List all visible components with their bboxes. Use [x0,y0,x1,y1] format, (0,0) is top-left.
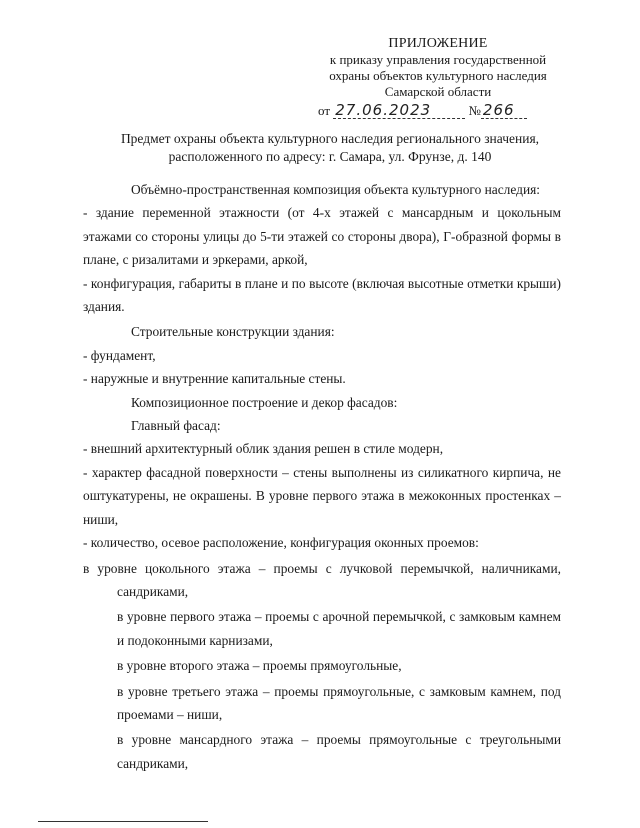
list-item: - количество, осевое расположение, конфигурация оконных проемов: [83,535,479,551]
footer-rule [38,821,208,822]
list-item: - характер фасадной поверхности – стены выполнены из силикатного кирпича, не оштукатурены, не окрашены. В уровне первого этажа в межоконных простенках – ниши, [83,464,561,527]
list-item-text: в уровне второго этажа – проемы прямоугольные, [117,658,402,674]
section-heading-structures: Строительные конструкции здания: [131,324,335,340]
subsection-heading-main-facade: Главный фасад: [131,418,221,434]
appendix-block [318,36,558,119]
appendix-line-2: охраны объектов культурного наследия [329,68,547,83]
appendix-title: ПРИЛОЖЕНИЕ [388,36,488,51]
list-item [83,728,561,775]
list-item: - внешний архитектурный облик здания решен в стиле модерн, [83,441,444,457]
list-item: - здание переменной этажности (от 4-х этажей с мансардным и цокольным этажами со стороны улицы до 5-ти этажей со стороны двора), Г-образной формы в плане, с ризалитами и эркерами, аркой, [83,205,561,268]
list-item: - фундамент, [83,347,156,363]
list-item-text: в уровне первого этажа – проемы с арочной перемычкой, с замковым камнем и подоконными карнизами, [117,609,561,648]
document-subject [60,130,600,166]
list-item-text: в уровне цокольного этажа – проемы с лучковой перемычкой, наличниками, сандриками, [83,560,561,599]
subject-line-1: Предмет охраны объекта культурного наследия регионального значения, [120,131,540,146]
section-heading-facades: Композиционное построение и декор фасадов: [131,394,398,410]
appendix-line-3: Самарской области [384,84,492,99]
list-item-text: в уровне третьего этажа – проемы прямоугольные, с замковым камнем, под проемами – ниши, [117,683,561,722]
handwritten-date: 27.06.2023 [333,102,465,119]
appendix-line-1: к приказу управления государственной [329,52,547,67]
date-prefix: от [318,103,331,118]
subject-line-2: расположенного по адресу: г. Самара, ул. Фрунзе, д. 140 [168,149,492,164]
list-item: - конфигурация, габариты в плане и по высоте (включая высотные отметки крыши) здания. [83,275,561,315]
number-prefix: № [468,103,481,118]
list-item-text: в уровне мансардного этажа – проемы прямоугольные с треугольными сандриками, [117,732,561,771]
list-item: - наружные и внутренние капитальные стены. [83,371,346,387]
document-body [83,178,561,775]
list-item [83,680,561,727]
list-item [83,557,561,604]
list-item [83,605,561,652]
section-heading-volume: Объёмно-пространственная композиция объекта культурного наследия: [131,182,540,197]
appendix-date-line [318,102,558,119]
list-item [83,654,561,677]
handwritten-number: 266 [481,102,527,119]
